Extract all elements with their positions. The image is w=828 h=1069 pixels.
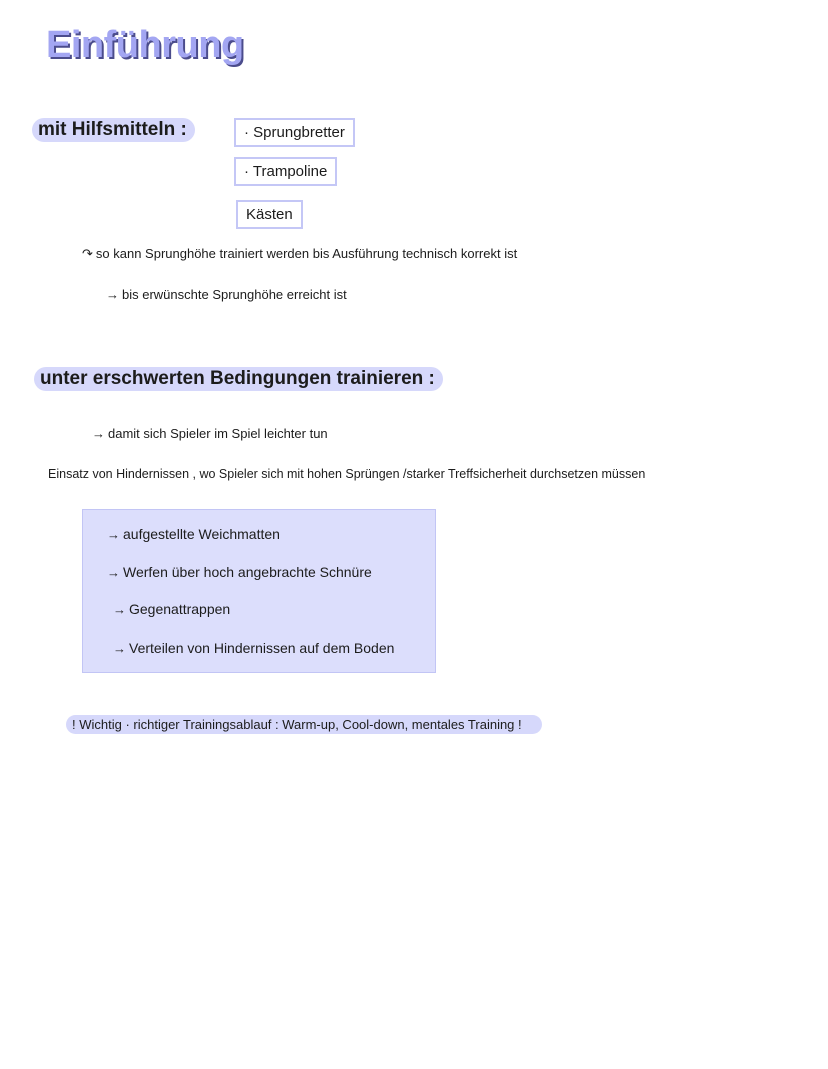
list-item-text: aufgestellte Weichmatten — [123, 526, 280, 542]
arrow-right-icon: → — [106, 287, 119, 302]
arrow-right-icon: → — [92, 426, 105, 441]
curved-arrow-icon: ↷ — [82, 246, 93, 261]
obstacles-description: Einsatz von Hindernissen , wo Spieler sich mit hohen Sprüngen /starker Treffsicherheit durchsetzen müssen — [48, 467, 646, 481]
list-item-text: Verteilen von Hindernissen auf dem Boden — [129, 640, 395, 656]
page-title: Einführung — [46, 24, 244, 66]
training-note-line — [82, 246, 517, 262]
training-goal-line — [106, 287, 347, 302]
important-note: ! Wichtig · richtiger Trainingsablauf : Warm-up, Cool-down, mentales Training ! — [66, 715, 542, 734]
arrow-right-icon: → — [113, 641, 126, 656]
arrow-right-icon: → — [107, 527, 120, 542]
training-note-text: so kann Sprunghöhe trainiert werden bis Ausführung technisch korrekt ist — [95, 246, 518, 261]
arrow-right-icon: → — [113, 602, 126, 617]
equipment-item-trampoline: · Trampoline — [234, 157, 337, 186]
section-heading-bedingungen: unter erschwerten Bedingungen trainieren : — [34, 367, 443, 391]
equipment-item-kaesten: Kästen — [236, 200, 303, 229]
list-item-text: Gegenattrappen — [129, 601, 231, 617]
purpose-text: damit sich Spieler im Spiel leichter tun — [108, 426, 328, 441]
list-item — [107, 526, 280, 542]
obstacle-list-panel — [82, 509, 436, 673]
list-item-text: Werfen über hoch angebrachte Schnüre — [123, 564, 372, 580]
list-item — [113, 601, 230, 617]
equipment-item-sprungbretter: · Sprungbretter — [234, 118, 355, 147]
training-goal-text: bis erwünschte Sprunghöhe erreicht ist — [122, 287, 347, 302]
list-item — [113, 640, 394, 656]
arrow-right-icon: → — [107, 565, 120, 580]
section-heading-hilfsmitteln: mit Hilfsmitteln : — [32, 118, 195, 142]
list-item — [107, 564, 372, 580]
purpose-line — [92, 426, 328, 441]
